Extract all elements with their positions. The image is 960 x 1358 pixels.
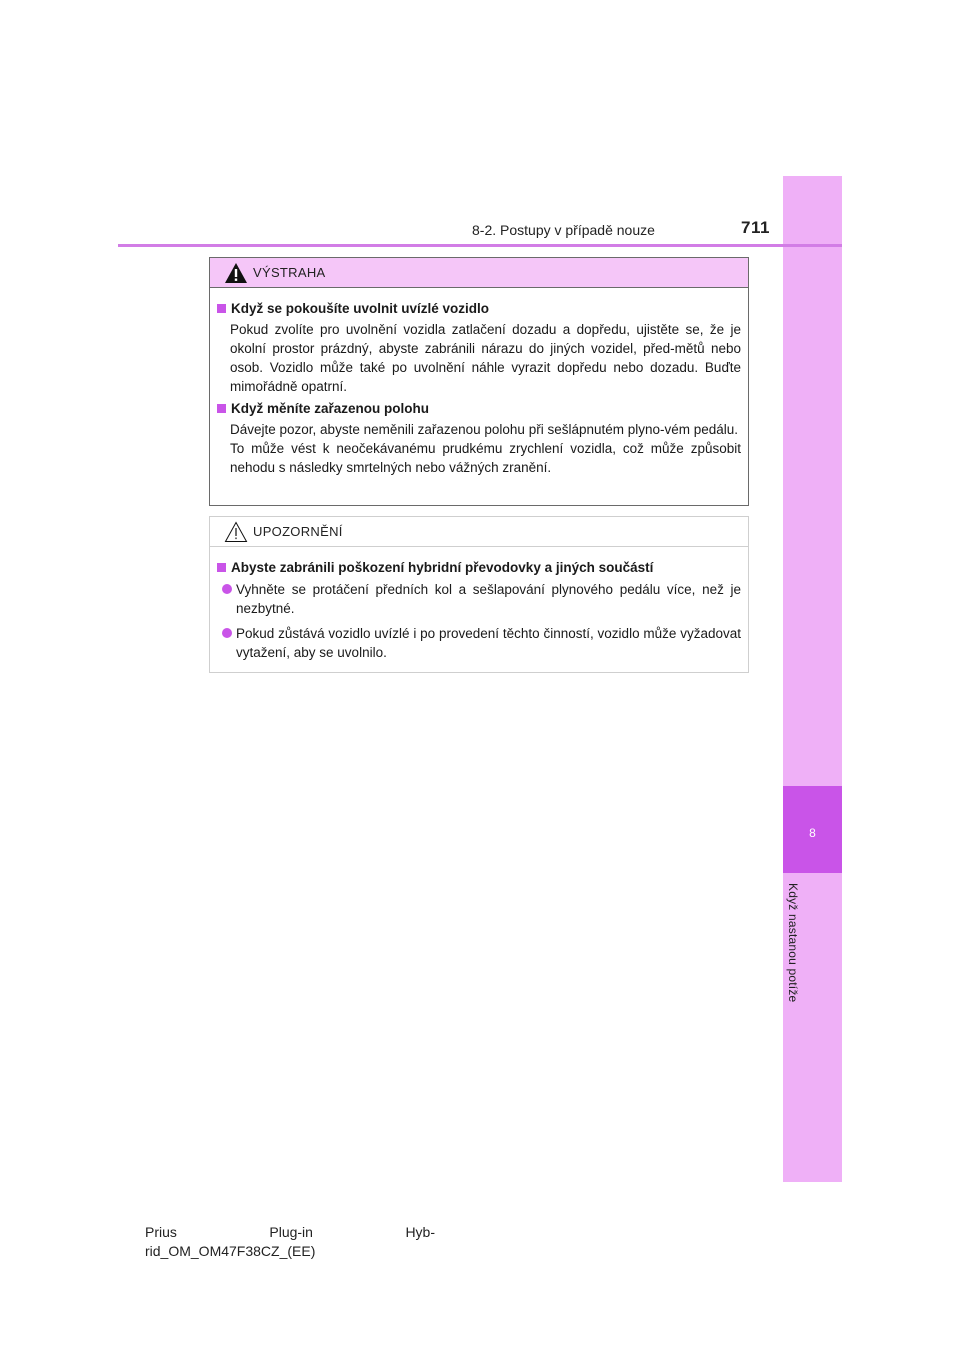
warning-item-title: Když se pokoušíte uvolnit uvízlé vozidlo <box>217 299 741 318</box>
warning-item-title: Když měníte zařazenou polohu <box>217 399 741 418</box>
warning-item-text: To může vést k neočekávanému prudkému zrychlení vozidla, což může způsobit nehodu s následky smrtelných nebo vážných zranění. <box>230 441 741 475</box>
chapter-title: Když nastanou potíže <box>786 883 800 1003</box>
caution-item-title: Abyste zabránili poškození hybridní převodovky a jiných součástí <box>217 558 741 577</box>
header-divider <box>118 244 842 247</box>
document-footer <box>145 1223 435 1261</box>
caution-body <box>210 547 748 662</box>
warning-label: VÝSTRAHA <box>253 265 326 280</box>
footer-code: rid_OM_OM47F38CZ_(EE) <box>145 1243 316 1259</box>
circle-bullet-icon <box>222 584 232 594</box>
footer-word: Prius <box>145 1224 177 1240</box>
caution-box <box>209 516 749 673</box>
warning-item-text: Pokud zvolíte pro uvolnění vozidla zatlačení dozadu a dopředu, ujistěte se, že je okolní prostor prázdný, abyste zabránili nárazu do jiných vozidel, před-mětů nebo osob. Vozidlo může také po uvolnění náhle vyrazit dopředu nebo dozadu. Buďte mimořádně opatrní. <box>230 322 741 394</box>
caution-label: UPOZORNĚNÍ <box>253 524 343 539</box>
square-bullet-icon <box>217 404 226 413</box>
page-number: 711 <box>741 218 770 237</box>
caution-header <box>210 517 748 547</box>
square-bullet-icon <box>217 304 226 313</box>
section-title: 8-2. Postupy v případě nouze <box>472 222 655 238</box>
footer-word: Plug-in <box>269 1224 313 1240</box>
warning-triangle-filled-icon <box>224 262 248 284</box>
warning-header <box>210 258 748 288</box>
circle-bullet-icon <box>222 628 232 638</box>
chapter-number: 8 <box>809 826 816 840</box>
warning-body <box>210 288 748 477</box>
warning-item-text: Dávejte pozor, abyste neměnili zařazenou polohu při sešlápnutém plyno-vém pedálu. <box>230 422 739 437</box>
caution-triangle-outline-icon <box>224 521 248 543</box>
side-tab <box>783 176 842 1182</box>
square-bullet-icon <box>217 563 226 572</box>
list-item: Vyhněte se protáčení předních kol a sešlapování plynového pedálu více, než je nezbytné. <box>222 580 741 618</box>
list-item: Pokud zůstává vozidlo uvízlé i po provedení těchto činností, vozidlo může vyžadovat vytažení, aby se uvolnilo. <box>222 624 741 662</box>
footer-word: Hyb- <box>405 1224 435 1240</box>
warning-box <box>209 257 749 506</box>
